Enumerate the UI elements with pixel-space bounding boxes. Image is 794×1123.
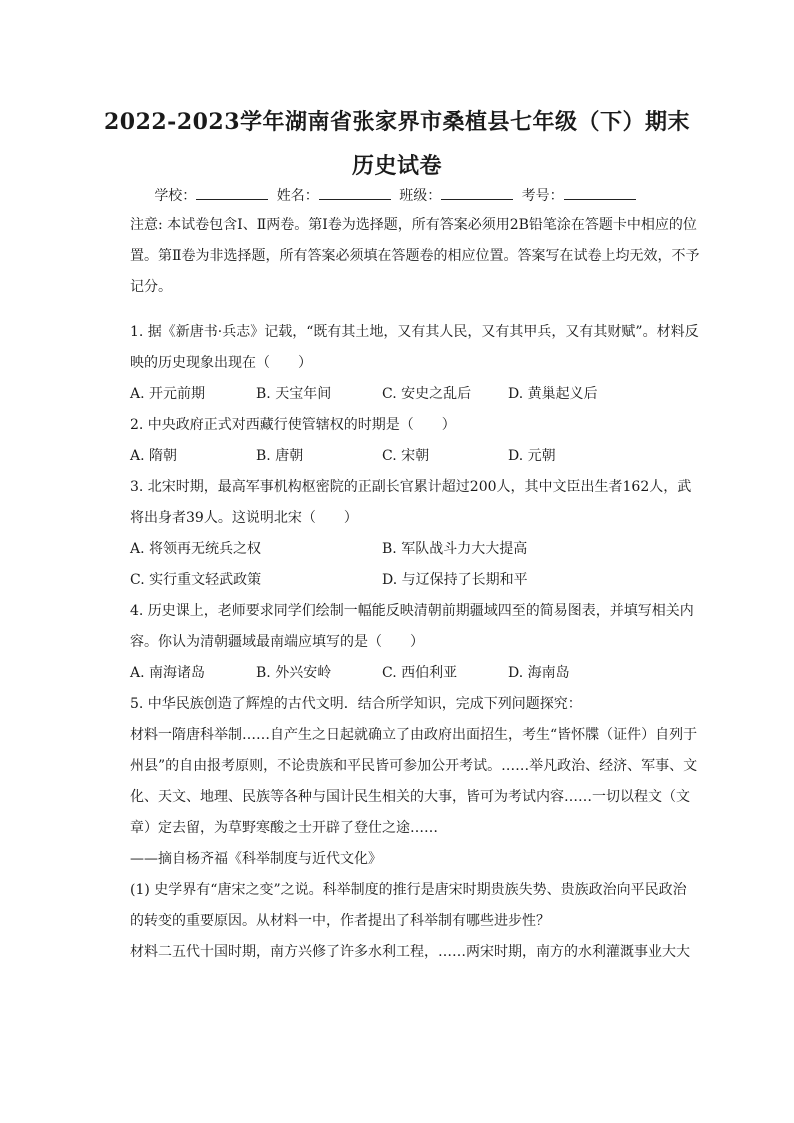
question-2-options: [130, 441, 700, 472]
question-4-options: [130, 658, 700, 689]
question-3-options-row-2: [130, 565, 700, 596]
page-title: 2022-2023学年湖南省张家界市桑植县七年级（下）期末历史试卷: [103, 109, 691, 179]
q2-option-b[interactable]: B. 唐朝: [256, 448, 304, 464]
q1-option-c[interactable]: C. 安史之乱后: [382, 386, 472, 402]
q1-option-d[interactable]: D. 黄巢起义后: [508, 386, 598, 402]
notice-text: 注意: 本试卷包含Ⅰ、Ⅱ两卷。第Ⅰ卷为选择题，所有答案必须用2B铅笔涂在答题卡中相应的位置。第Ⅱ卷为非选择题，所有答案必须填在答题卷的相应位置。答案写在试卷上均无效，不予记分。: [130, 217, 700, 295]
q3-option-a[interactable]: A. 将领再无统兵之权: [130, 541, 262, 557]
q3-option-d[interactable]: D. 与辽保持了长期和平: [382, 572, 528, 588]
school-label: 学校：: [154, 188, 197, 204]
exam-body: [130, 210, 700, 968]
student-info-row: [0, 185, 794, 207]
question-1-options: [130, 379, 700, 410]
exam-no-label: 考号：: [521, 188, 564, 204]
question-5-sub-question-1: (1) 史学界有“唐宋之变”之说。科举制度的推行是唐宋时期贵族失势、贵族政治向平民政治的转变的重要原因。从材料一中，作者提出了科举制有哪些进步性？: [130, 882, 687, 929]
name-label: 姓名：: [276, 188, 319, 204]
name-blank[interactable]: [319, 185, 391, 200]
q1-option-b[interactable]: B. 天宝年间: [256, 386, 332, 402]
question-3-stem: 3. 北宋时期，最高军事机构枢密院的正副长官累计超过200人，其中文臣出生者162人，武将出身者39人。这说明北宋（ ）: [130, 479, 692, 526]
class-blank[interactable]: [441, 185, 513, 200]
question-5-stem: 5. 中华民族创造了辉煌的古代文明．结合所学知识，完成下列问题探究：: [130, 696, 582, 712]
q2-option-c[interactable]: C. 宋朝: [382, 448, 430, 464]
q3-option-b[interactable]: B. 军队战斗力大大提高: [382, 541, 528, 557]
question-5-material-2: 材料二五代十国时期，南方兴修了许多水利工程，……两宋时期，南方的水利灌溉事业大大: [130, 944, 690, 960]
q4-option-a[interactable]: A. 南海诸岛: [130, 665, 206, 681]
question-3-options-row-1: [130, 534, 700, 565]
class-label: 班级：: [399, 188, 442, 204]
question-2-stem: 2. 中央政府正式对西藏行使管辖权的时期是（ ）: [130, 417, 456, 433]
q3-option-c[interactable]: C. 实行重文轻武政策: [130, 572, 262, 588]
q2-option-a[interactable]: A. 隋朝: [130, 448, 178, 464]
question-1-stem: 1. 据《新唐书·兵志》记载，“既有其土地，又有其人民，又有其甲兵，又有其财赋”。材料反映的历史现象出现在（ ）: [130, 324, 699, 371]
spacer: [130, 303, 700, 317]
q1-option-a[interactable]: A. 开元前期: [130, 386, 206, 402]
q4-option-c[interactable]: C. 西伯利亚: [382, 665, 458, 681]
q2-option-d[interactable]: D. 元朝: [508, 448, 556, 464]
q4-option-d[interactable]: D. 海南岛: [508, 665, 570, 681]
q4-option-b[interactable]: B. 外兴安岭: [256, 665, 332, 681]
question-5-source-1: ——摘自杨齐福《科举制度与近代文化》: [130, 851, 382, 867]
school-blank[interactable]: [196, 185, 268, 200]
question-4-stem: 4. 历史课上，老师要求同学们绘制一幅能反映清朝前期疆域四至的简易图表，并填写相关内容。你认为清朝疆域最南端应填写的是（ ）: [130, 603, 694, 650]
question-5-material-1: 材料一隋唐科举制……自产生之日起就确立了由政府出面招生，考生“皆怀牒（证件）自列于州县”的自由报考原则，不论贵族和平民皆可参加公开考试。……举凡政治、经济、军事、文化、天文、地理、民族等各种与国计民生相关的大事，皆可为考试内容……一切以程文（文章）定去留，为草野寒酸之士开辟了登仕之途……: [130, 727, 698, 836]
exam-no-blank[interactable]: [564, 185, 636, 200]
